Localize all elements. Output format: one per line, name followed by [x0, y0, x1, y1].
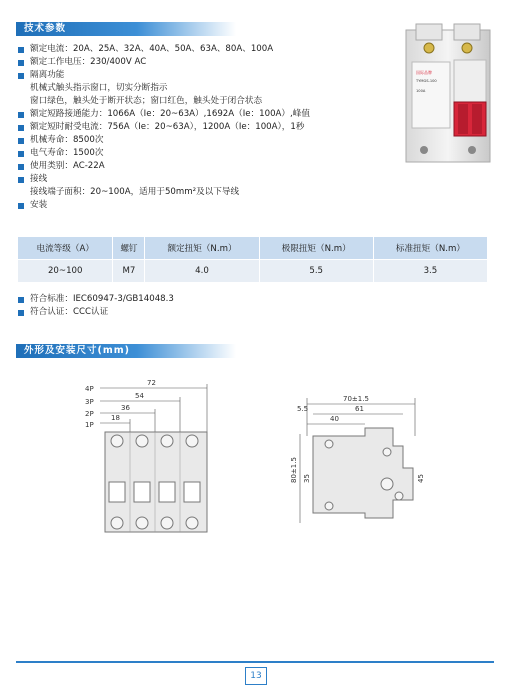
dim-2p: 2P — [85, 410, 94, 418]
bullet-icon — [18, 310, 24, 316]
standards-list — [18, 293, 174, 319]
table-header: 电流等级（A） — [18, 237, 113, 260]
page-number: 13 — [245, 667, 267, 685]
dim-36: 36 — [121, 404, 130, 412]
bullet-icon — [18, 112, 24, 118]
bullet-icon — [18, 60, 24, 66]
table-header: 螺钉 — [113, 237, 145, 260]
dim-45: 45 — [417, 474, 425, 483]
dim-1p: 1P — [85, 421, 94, 429]
spec-subitem: 接线端子面积：20~100A，适用于50mm²及以下导线 — [30, 187, 240, 197]
spec-list — [18, 43, 398, 212]
product-image — [398, 22, 498, 170]
section-header-dimensions — [16, 344, 236, 358]
table-header-row — [18, 237, 488, 260]
dim-35: 35 — [303, 474, 311, 483]
spec-item: 机械寿命：8500次 — [18, 134, 398, 147]
bullet-icon — [18, 151, 24, 157]
spec-item: 额定短路接通能力：1066A（Ⅰe：20~63A）,1692A（Ⅰe：100A）,峰值 — [18, 108, 398, 121]
spec-item: 额定短时耐受电流：756A（Ⅰe：20~63A），1200A（Ⅰe：100A），1秒 — [18, 121, 398, 134]
section-title: 外形及安装尺寸(mm) — [24, 345, 130, 356]
spec-item: 额定工作电压：230/400V AC — [18, 56, 398, 69]
spec-item: 使用类别：AC-22A — [18, 160, 398, 173]
table-cell: 20~100 — [18, 260, 113, 283]
spec-item: 额定电流：20A、25A、32A、40A、50A、63A、80A、100A — [18, 43, 398, 56]
standard-item: 符合认证：CCC认证 — [18, 306, 174, 319]
bullet-icon — [18, 125, 24, 131]
table-row — [18, 260, 488, 283]
dim-4p: 4P — [85, 385, 94, 393]
torque-table — [18, 237, 488, 282]
dim-40: 40 — [330, 415, 339, 423]
table-header: 标准扭矩（N.m） — [373, 237, 487, 260]
table-cell: M7 — [113, 260, 145, 283]
dim-72: 72 — [147, 379, 156, 387]
bullet-icon — [18, 164, 24, 170]
bullet-icon — [18, 203, 24, 209]
dim-70: 70±1.5 — [343, 395, 369, 403]
table-cell: 4.0 — [145, 260, 259, 283]
spec-item: 接线 — [18, 173, 398, 186]
section-header-specs — [16, 22, 236, 36]
side-view-drawing — [285, 388, 435, 528]
bullet-icon — [18, 73, 24, 79]
bullet-icon — [18, 297, 24, 303]
spec-subitem: 窗口绿色，触头处于断开状态；窗口红色，触头处于闭合状态 — [30, 96, 263, 106]
section-title: 技术参数 — [24, 23, 67, 34]
page-divider — [16, 661, 494, 663]
bullet-icon — [18, 138, 24, 144]
spec-subitem: 机械式触头指示窗口，切实分断指示 — [30, 83, 168, 93]
dim-18: 18 — [111, 414, 120, 422]
dim-80: 80±1.5 — [290, 457, 298, 483]
table-header: 额定扭矩（N.m） — [145, 237, 259, 260]
table-cell: 3.5 — [373, 260, 487, 283]
front-view-drawing — [85, 372, 215, 537]
table-cell: 5.5 — [259, 260, 373, 283]
spec-item: 电气寿命：1500次 — [18, 147, 398, 160]
dim-3p: 3P — [85, 398, 94, 406]
product-rating: 100A — [416, 89, 426, 93]
table-header: 极限扭矩（N.m） — [259, 237, 373, 260]
spec-item: 安装 — [18, 199, 398, 212]
spec-item: 隔离功能 — [18, 69, 398, 82]
dim-5-5: 5.5 — [297, 405, 309, 413]
bullet-icon — [18, 177, 24, 183]
standard-item: 符合标准：IEC60947-3/GB14048.3 — [18, 293, 174, 306]
product-model: TYMGS-100 — [416, 79, 437, 83]
bullet-icon — [18, 47, 24, 53]
product-brand: 国际品牌 — [416, 70, 432, 75]
dim-54: 54 — [135, 392, 144, 400]
dim-61: 61 — [355, 405, 364, 413]
